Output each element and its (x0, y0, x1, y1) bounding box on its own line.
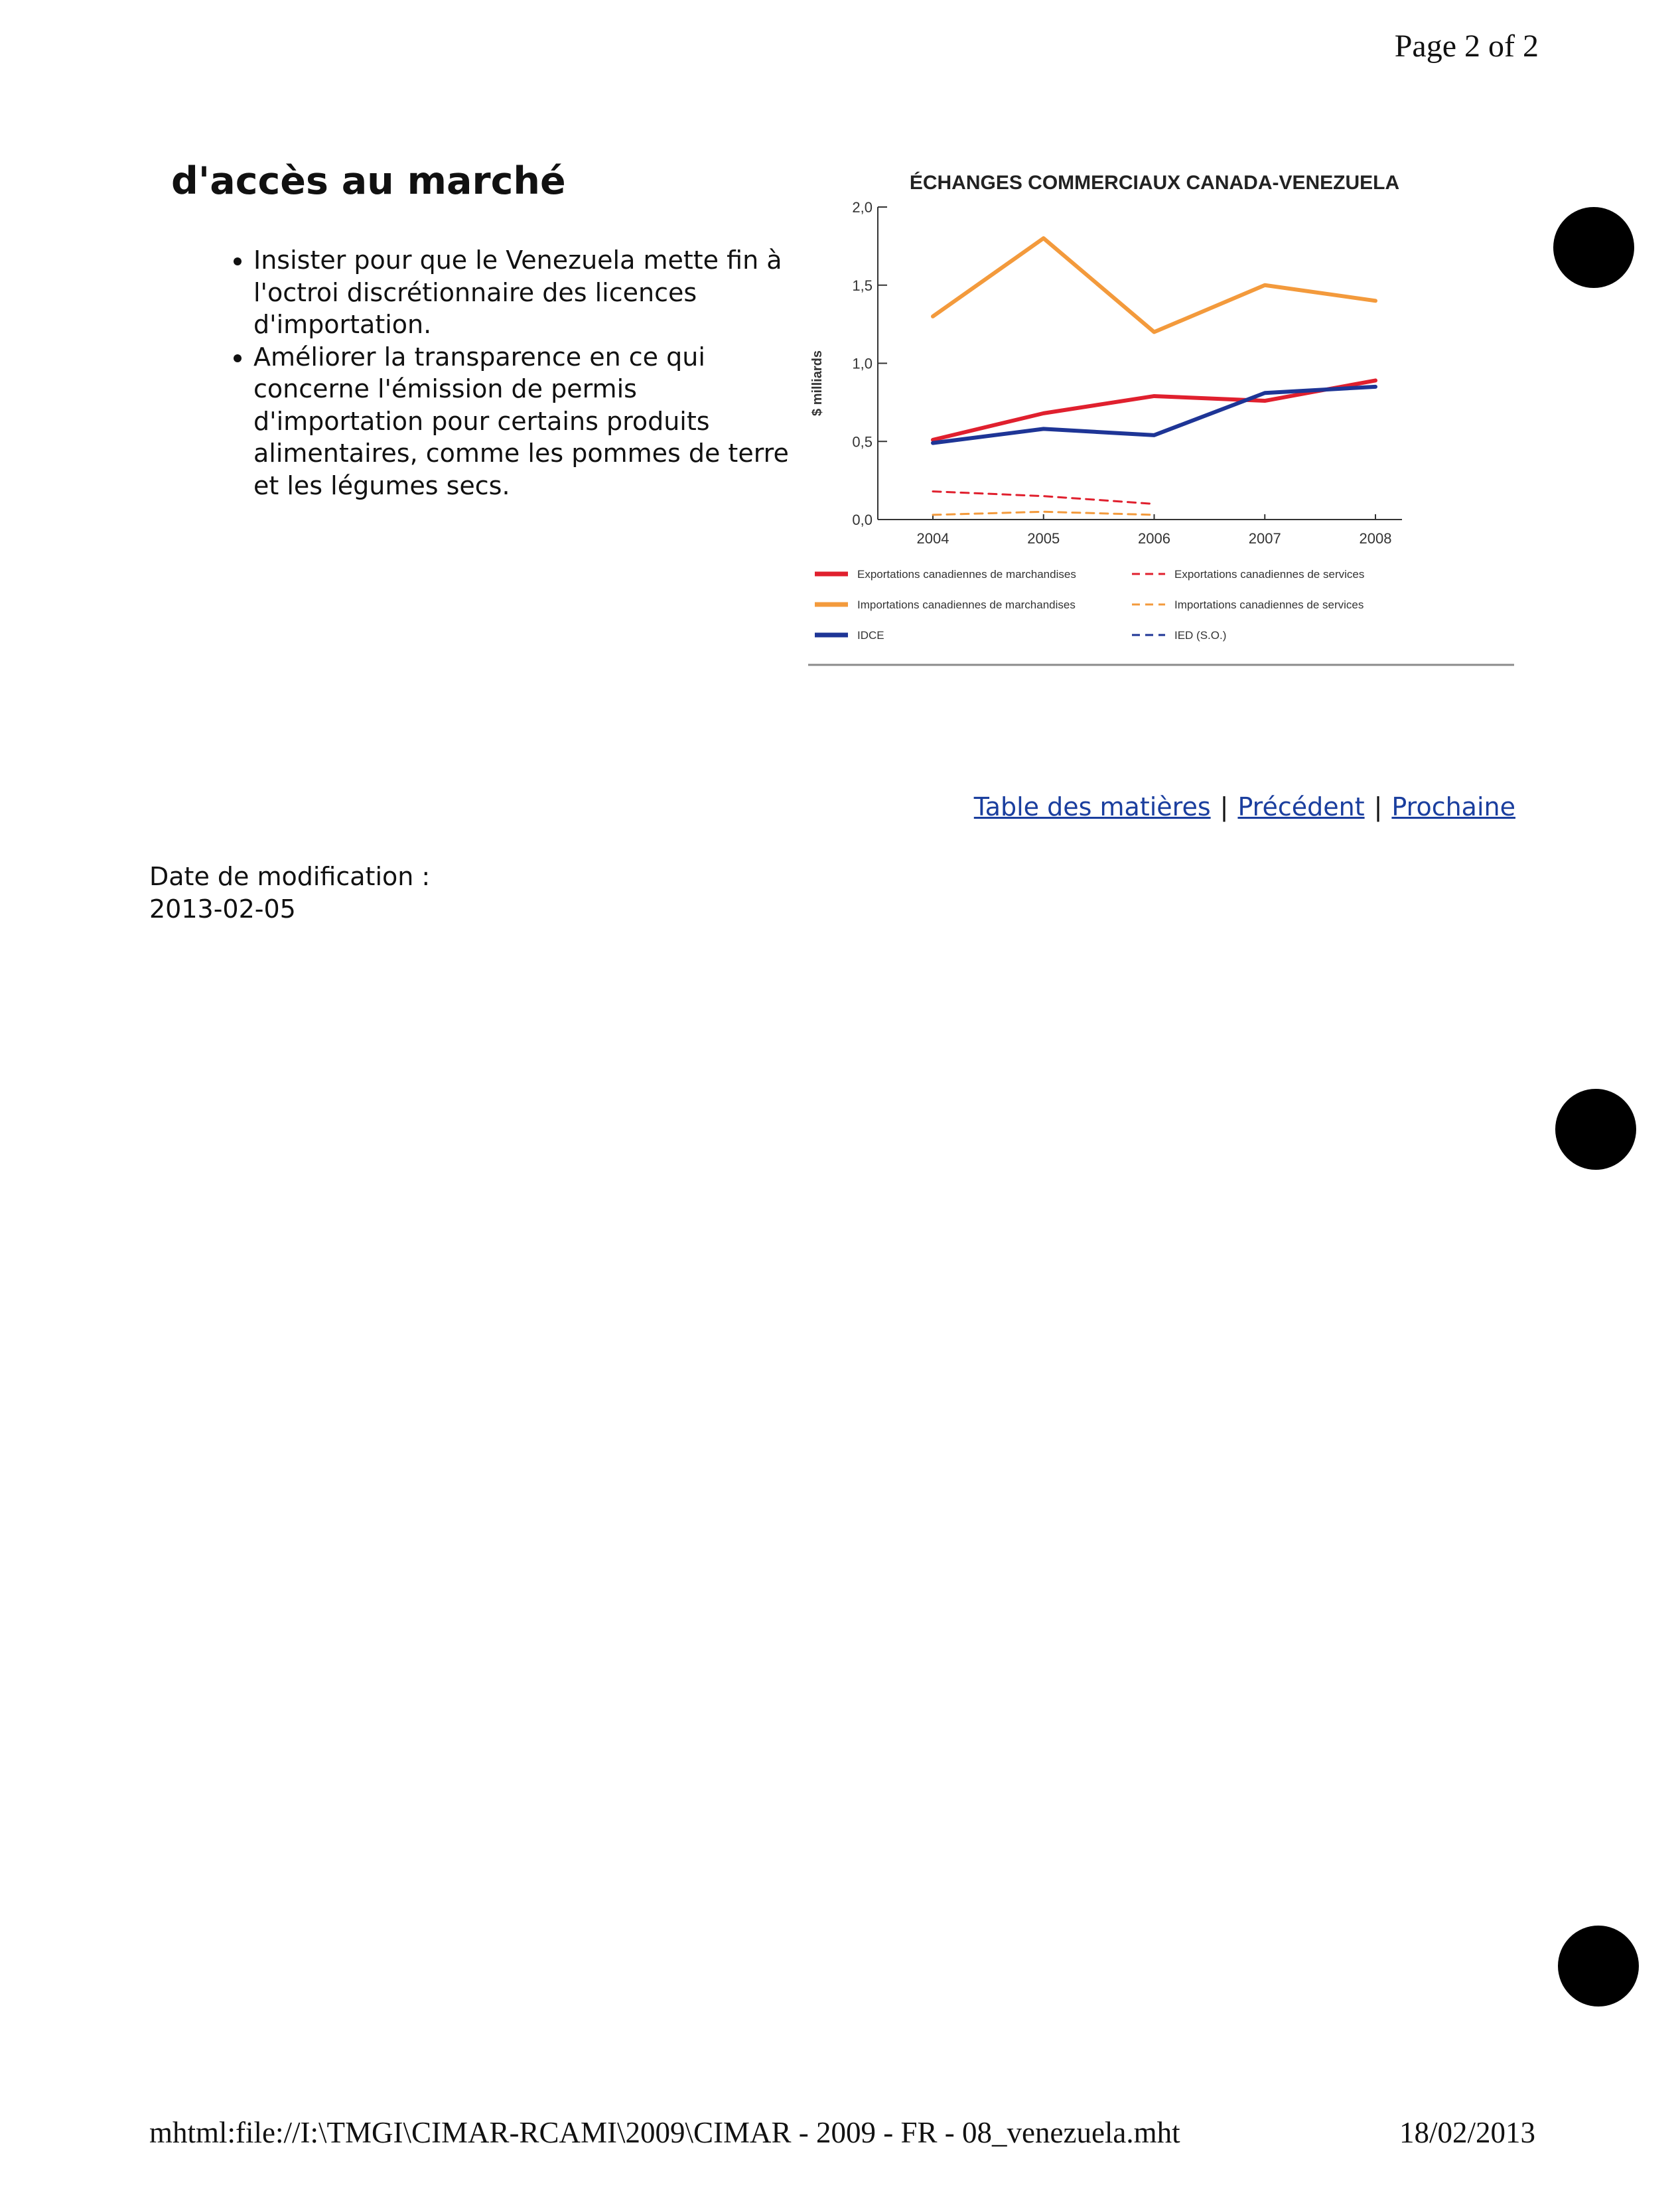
chart-title: ÉCHANGES COMMERCIAUX CANADA-VENEZUELA (909, 172, 1400, 194)
trade-chart (802, 166, 1518, 677)
navigation-links (974, 792, 1515, 821)
modified-date: 2013-02-05 (149, 894, 296, 924)
legend-label: Exportations canadiennes de services (1174, 568, 1365, 581)
previous-link[interactable]: Précédent (1237, 792, 1365, 821)
next-link[interactable]: Prochaine (1391, 792, 1515, 821)
modification-date (149, 861, 430, 925)
chart-series (933, 238, 1375, 515)
legend-label: Importations canadiennes de marchandises (857, 599, 1076, 611)
legend-label: Exportations canadiennes de marchandises (857, 568, 1076, 581)
y-axis-label: $ milliards (810, 350, 825, 416)
y-tick-label: 0,5 (852, 433, 873, 451)
series-line (933, 492, 1155, 504)
punch-hole (1555, 1089, 1636, 1170)
modified-label: Date de modification : (149, 862, 431, 891)
nav-separator: | (1373, 792, 1383, 821)
footer-date: 18/02/2013 (1399, 2116, 1535, 2149)
section-title: d'accès au marché (171, 159, 566, 203)
chart-legend (815, 568, 1364, 642)
nav-separator: | (1220, 792, 1229, 821)
bullet-item: • Insister pour que le Venezuela mette fin à l'octroi discrétionnaire des licences d'importation. (253, 244, 798, 341)
y-tick-label: 1,0 (852, 355, 873, 372)
legend-label: Importations canadiennes de services (1174, 599, 1364, 611)
x-tick-label: 2007 (1248, 530, 1281, 547)
punch-hole (1553, 207, 1634, 288)
x-tick-label: 2008 (1359, 530, 1392, 547)
chart-axes (810, 199, 1402, 547)
y-tick-label: 2,0 (852, 199, 873, 216)
y-tick-label: 0,0 (852, 512, 873, 528)
bullet-list (219, 244, 798, 502)
legend-label: IDCE (857, 629, 884, 642)
x-tick-label: 2004 (916, 530, 949, 547)
footer-path: mhtml:file://I:\TMGI\CIMAR-RCAMI\2009\CIMAR - 2009 - FR - 08_venezuela.mht (149, 2116, 1180, 2149)
page-number: Page 2 of 2 (1394, 29, 1539, 64)
legend-label: IED (S.O.) (1174, 629, 1227, 642)
series-line (933, 238, 1375, 332)
y-tick-label: 1,5 (852, 277, 873, 294)
table-of-contents-link[interactable]: Table des matières (973, 792, 1211, 821)
x-tick-label: 2005 (1027, 530, 1060, 547)
punch-hole (1558, 1926, 1639, 2007)
bullet-item: • Améliorer la transparence en ce qui concerne l'émission de permis d'importation pour certains produits alimentaires, comme les pommes de terre et les légumes secs. (253, 341, 798, 502)
x-tick-label: 2006 (1138, 530, 1170, 547)
